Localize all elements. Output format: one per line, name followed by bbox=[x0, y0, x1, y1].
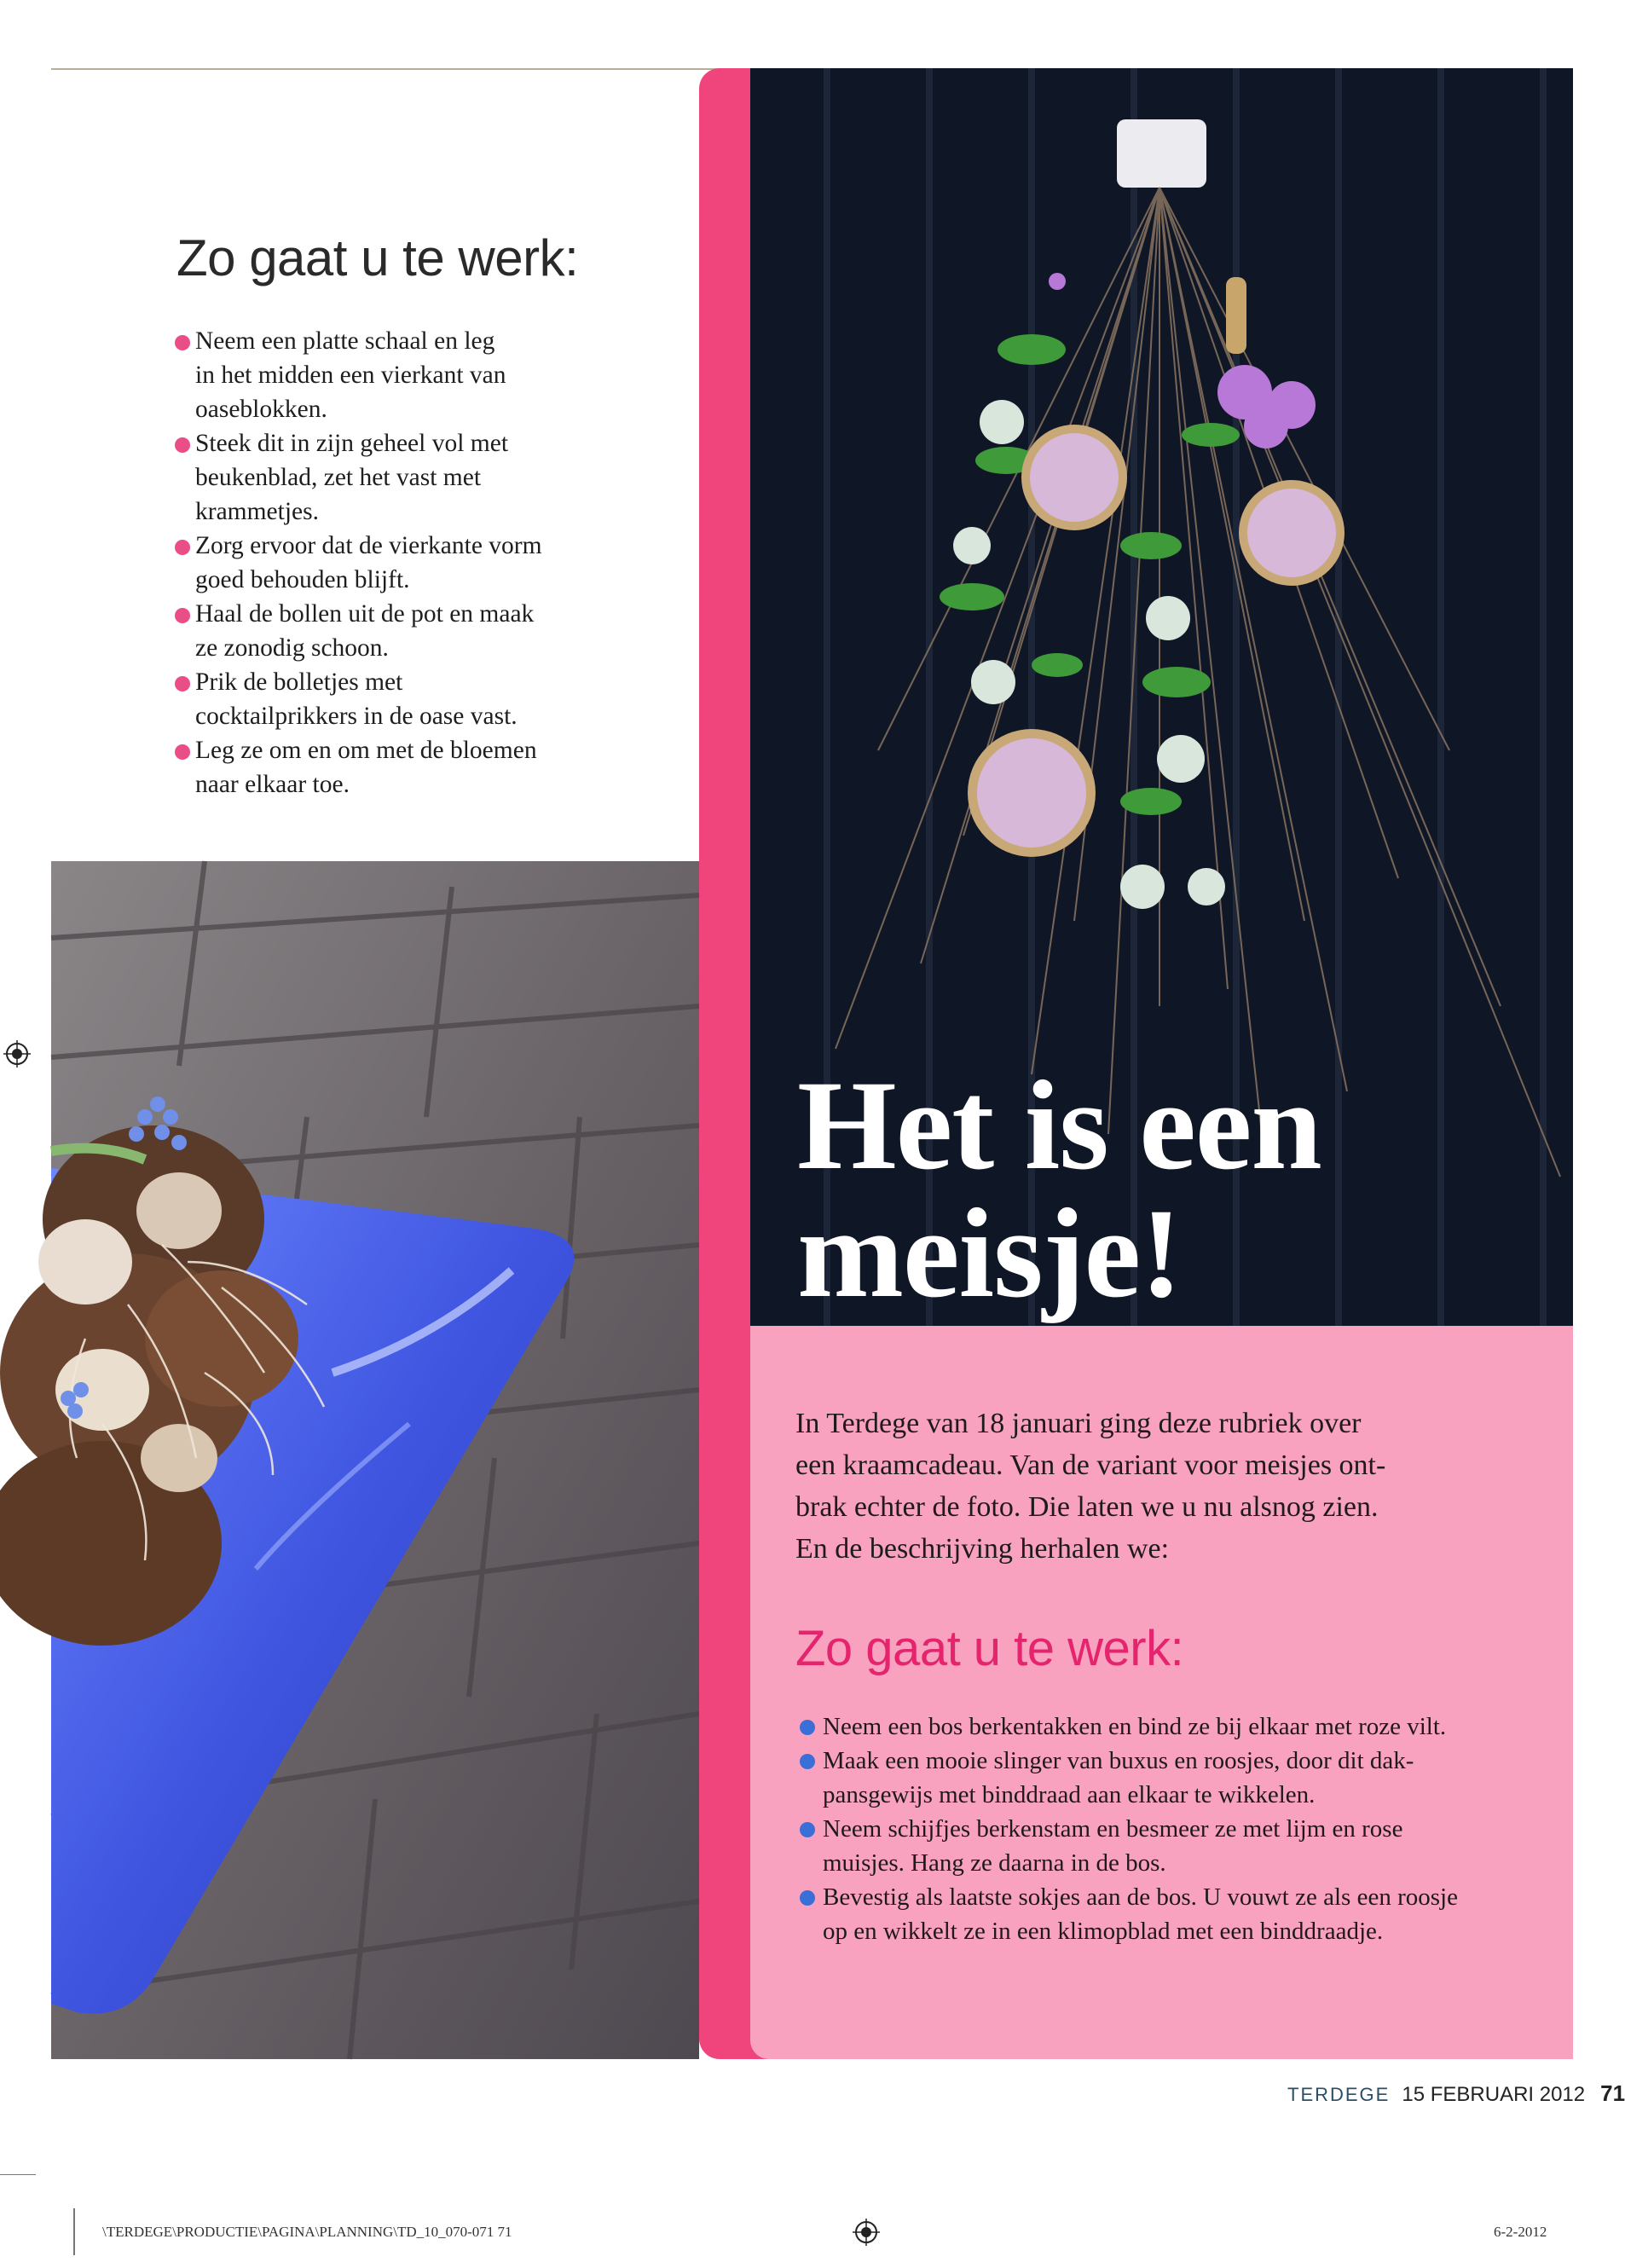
bullet-dot bbox=[175, 608, 190, 623]
left-step: Zorg ervoor dat de vierkante vorm goed behouden blijft. bbox=[175, 529, 720, 597]
magazine-name: TERDEGE bbox=[1287, 2084, 1391, 2105]
right-step-list bbox=[795, 1710, 1563, 1948]
slug-path: \TERDEGE\PRODUCTIE\PAGINA\PLANNING\TD_10_070-071 71 bbox=[102, 2224, 512, 2240]
issue-date: 15 FEBRUARI 2012 bbox=[1402, 2083, 1586, 2106]
registration-mark-icon bbox=[853, 2219, 880, 2246]
right-step: Neem een bos berkentakken en bind ze bij elkaar met roze vilt. bbox=[795, 1710, 1563, 1744]
right-step: Bevestig als laatste sokjes aan de bos. U vouwt ze als een roosje op en wikkelt ze in een klimopblad met een binddraadje. bbox=[795, 1880, 1563, 1948]
left-step: Neem een platte schaal en leg in het midden een vierkant van oaseblokken. bbox=[175, 324, 720, 426]
bullet-dot bbox=[175, 676, 190, 691]
left-step: Steek dit in zijn geheel vol met beukenblad, zet het vast met krammetjes. bbox=[175, 426, 720, 529]
right-step: Neem schijfjes berkenstam en besmeer ze met lijm en rose muisjes. Hang ze daarna in de bos. bbox=[795, 1812, 1563, 1880]
right-heading: Zo gaat u te werk: bbox=[795, 1621, 1184, 1676]
feature-title: Het is een meisje! bbox=[797, 1055, 1321, 1324]
left-step: Leg ze om en om met de bloemen naar elkaar toe. bbox=[175, 733, 720, 801]
bullet-dot bbox=[175, 540, 190, 555]
crop-mark bbox=[73, 2208, 75, 2255]
registration-mark-icon bbox=[3, 1040, 31, 1067]
bullet-dot bbox=[175, 744, 190, 760]
left-heading: Zo gaat u te werk: bbox=[176, 229, 579, 286]
bullet-dot bbox=[800, 1720, 815, 1735]
page-number: 71 bbox=[1600, 2080, 1625, 2106]
bullet-dot bbox=[800, 1890, 815, 1906]
bullet-dot bbox=[175, 335, 190, 350]
left-step-list bbox=[175, 324, 720, 801]
left-step: Prik de bolletjes met cocktailprikkers in de oase vast. bbox=[175, 665, 720, 733]
left-step: Haal de bollen uit de pot en maak ze zonodig schoon. bbox=[175, 597, 720, 665]
bullet-dot bbox=[800, 1822, 815, 1837]
feature-intro: In Terdege van 18 januari ging deze rubriek over een kraamcadeau. Van de variant voor meisjes ont- brak echter de foto. Die laten we u nu alsnog zien. En de beschrijving herhalen we: bbox=[795, 1408, 1386, 1565]
crop-mark bbox=[0, 2174, 36, 2175]
right-step: Maak een mooie slinger van buxus en roosjes, door dit dak- pansgewijs met binddraad aan elkaar te wikkelen. bbox=[795, 1744, 1563, 1812]
bullet-dot bbox=[175, 437, 190, 453]
slug-date: 6-2-2012 bbox=[1494, 2224, 1547, 2240]
photo-bulbs-on-blue-dish bbox=[51, 861, 699, 2059]
page-footer bbox=[1287, 2080, 1625, 2107]
bullet-dot bbox=[800, 1754, 815, 1769]
